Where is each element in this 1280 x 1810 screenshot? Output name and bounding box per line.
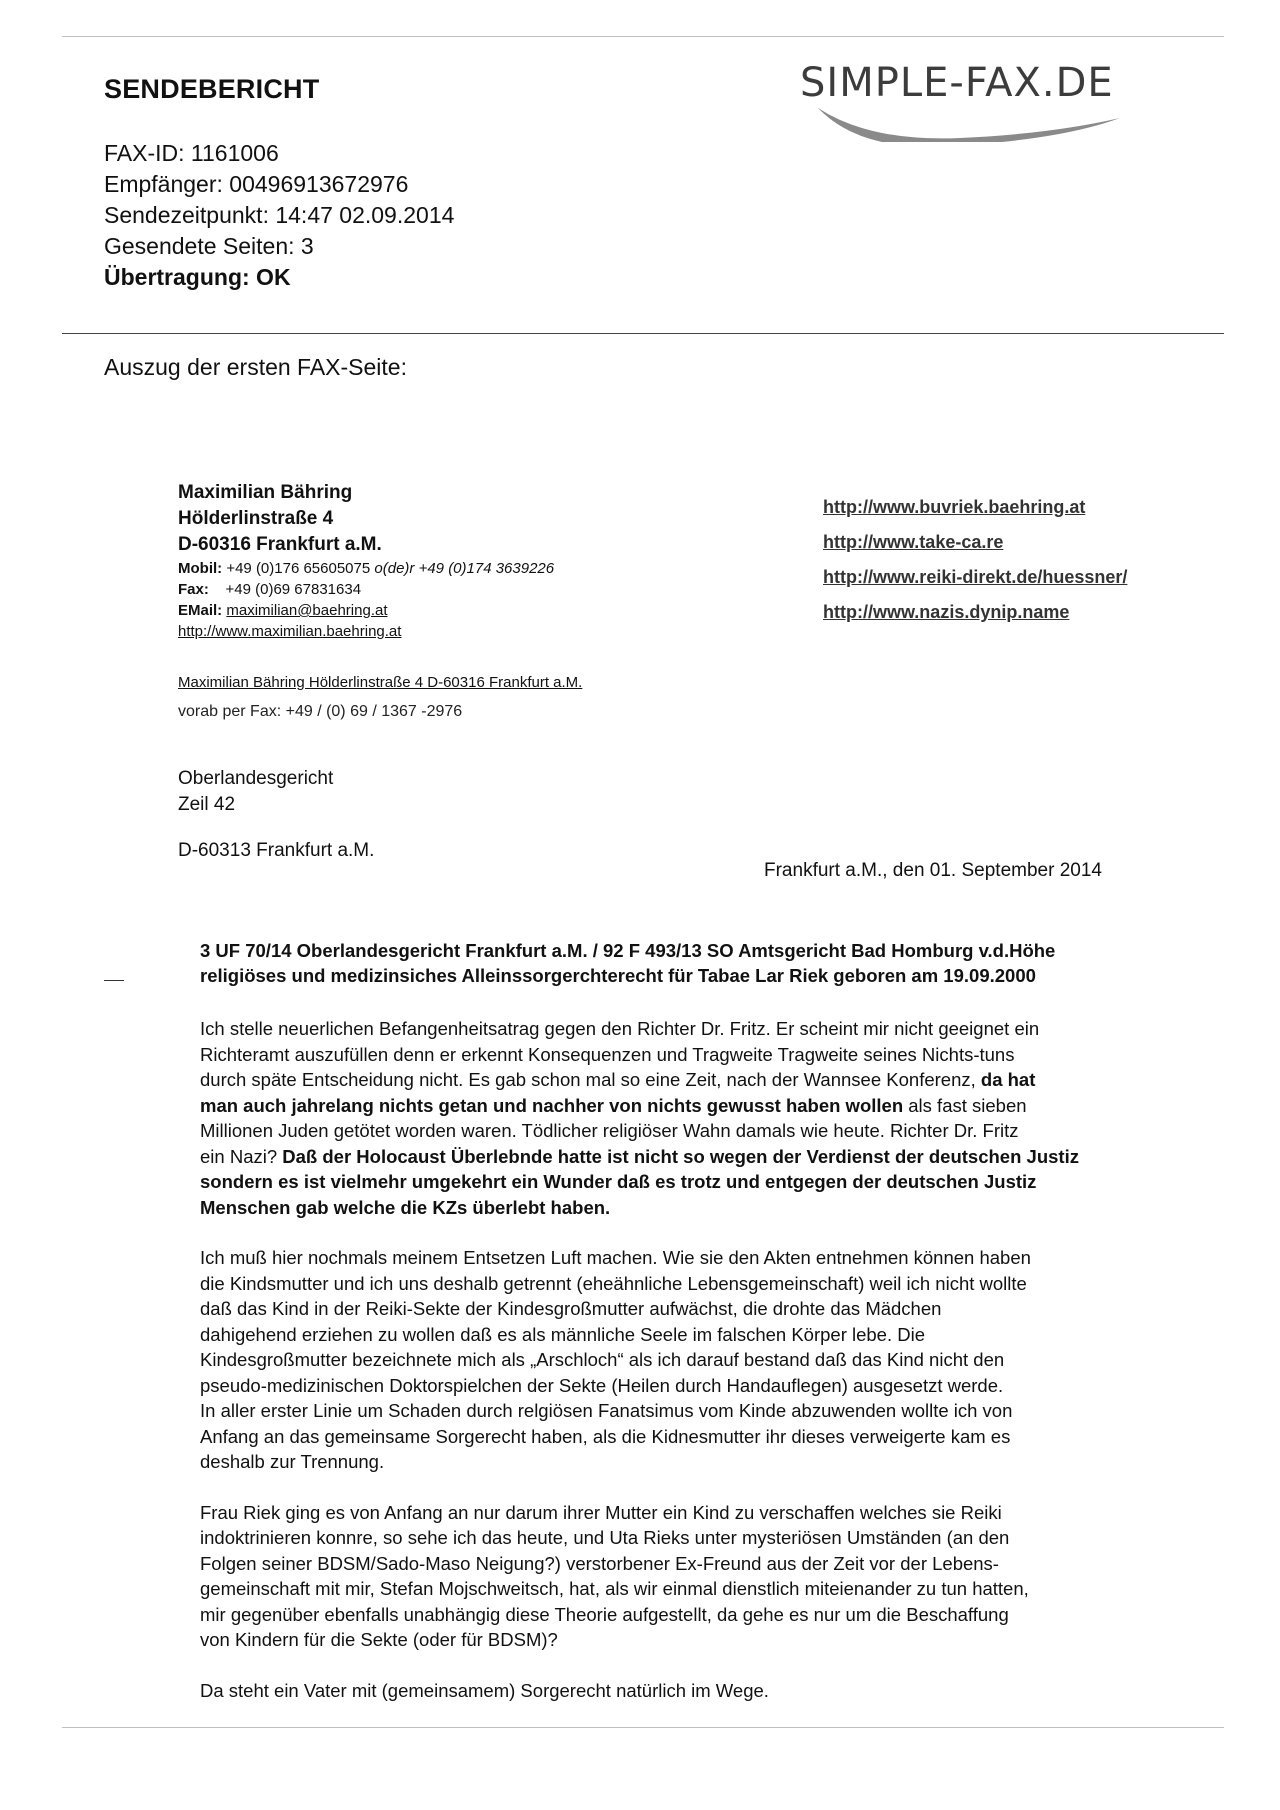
fax-id: FAX-ID: 1161006: [104, 140, 279, 166]
paragraph-4: Da steht ein Vater mit (gemeinsamem) Sorgerecht natürlich im Wege.: [200, 1679, 769, 1701]
fold-mark: [104, 980, 124, 981]
links-list: [823, 490, 1127, 630]
pages-sent: Gesendete Seiten: 3: [104, 233, 314, 259]
link-nazis-dynip[interactable]: http://www.nazis.dynip.name: [823, 602, 1070, 622]
logo-text: SIMPLE-FAX.DE: [800, 60, 1114, 106]
paragraph-1: Ich stelle neuerlichen Befangenheitsatrag gegen den Richter Dr. Fritz. Er scheint mir nicht geeignet ein Richteramt auszufüllen denn er erkennt Konsequenzen und Tragweite Tragweite seines Nichts-tuns durch späte Entscheidung nicht. Es gab schon mal so eine Zeit, nach der Wannsee Konferenz, da hat man auch jahrelang nichts getan und nachher von nichts gewusst haben wollen als fast sieben Millionen Juden getötet worden waren. Tödlicher religiöser Wahn damals wie heute. Richter Dr. Fritz ein Nazi? Daß der Holocaust Überlebnde hatte ist nicht so wegen der Verdienst der deutschen Justiz sondern es ist vielmehr umgekehrt ein Wunder daß es trotz und entgegen der deutschen Justiz Menschen gab welche die KZs überlebt haben.: [200, 1018, 1079, 1218]
subject-line2: religiöses und medizinsiches Alleinssorgerchterecht für Tabae Lar Riek geboren am 19.09.2000: [200, 965, 1036, 986]
send-time: Sendezeitpunkt: 14:47 02.09.2014: [104, 202, 455, 228]
transmission-status: Übertragung: OK: [104, 264, 291, 290]
prefax-number: vorab per Fax: +49 / (0) 69 / 1367 -2976: [178, 703, 463, 720]
paragraph-2: Ich muß hier nochmals meinem Entsetzen Luft machen. Wie sie den Akten entnehmen können haben die Kindsmutter und ich uns deshalb getrennt (eheähnliche Lebensgemeinschaft) weil ich nicht wollte daß das Kind in der Reiki-Sekte der Kindesgroßmutter aufwächst, die drohte das Mädchen dahigehend erziehen zu wollen daß es als männliche Seele im falschen Körper lebe. Die Kindesgroßmutter bezeichnete mich als „Arschloch“ als ich darauf bestand daß das Kind nicht den pseudo-medizinischen Doktorspielchen der Sekte (Heilen durch Handauflegen) ausgesetzt werde. In aller erster Linie um Schaden durch relgiösen Fanatsimus vom Kinde abzuwenden wollte ich von Anfang an das gemeinsame Sorgerecht haben, als die Kidnesmutter ihr dieses verweigerte kam es deshalb zur Trennung.: [200, 1247, 1031, 1472]
recipient-line2: Zeil 42: [178, 794, 236, 815]
paragraph-3: Frau Riek ging es von Anfang an nur darum ihrer Mutter ein Kind zu verschaffen welches sie Reiki indoktrinieren konnre, so sehe ich das heute, und Uta Rieks unter mysteriösen Umständen (an den Folgen seiner BDSM/Sado-Maso Neigung?) verstorbener Ex-Freund aus der Zeit vor der Lebens- gemeinschaft mit mir, Stefan Mojschweitsch, hat, als wir einmal dienstlich miteienander zu tun hatten, mir gegenüber ebenfalls unabhängig diese Theorie aufgestellt, da gehe es nur um die Beschaffung von Kindern für die Sekte (oder für BDSM)?: [200, 1501, 1029, 1650]
header-divider: [62, 333, 1224, 334]
letter-body: [200, 1016, 1160, 1728]
recipient-block: [178, 766, 374, 864]
report-title: SENDEBERICHT: [104, 74, 320, 104]
top-divider: [62, 36, 1224, 37]
sender-website-link[interactable]: http://www.maximilian.baehring.at: [178, 623, 402, 640]
subject-line1: 3 UF 70/14 Oberlandesgericht Frankfurt a.M. / 92 F 493/13 SO Amtsgericht Bad Homburg v.d.Höhe: [200, 940, 1056, 961]
link-take-care[interactable]: http://www.take-ca.re: [823, 532, 1004, 552]
simple-fax-logo: [800, 60, 1210, 142]
sender-block: [178, 480, 554, 642]
recipient-number: Empfänger: 00496913672976: [104, 171, 409, 197]
link-buvriek[interactable]: http://www.buvriek.baehring.at: [823, 497, 1086, 517]
excerpt-label: Auszug der ersten FAX-Seite:: [104, 354, 407, 380]
email-link[interactable]: maximilian@baehring.at: [226, 602, 388, 619]
sender-mobil: Mobil: +49 (0)176 65605075 o(de)r +49 (0)174 3639226: [178, 560, 555, 577]
return-address: Maximilian Bähring Hölderlinstraße 4 D-60316 Frankfurt a.M.: [178, 674, 583, 691]
recipient-line3: D-60313 Frankfurt a.M.: [178, 840, 375, 861]
link-reiki-direkt[interactable]: http://www.reiki-direkt.de/huessner/: [823, 567, 1128, 587]
sender-city: D-60316 Frankfurt a.M.: [178, 534, 382, 555]
bottom-divider: [62, 1727, 1224, 1728]
recipient-line1: Oberlandesgericht: [178, 768, 334, 789]
sender-email: EMail: maximilian@baehring.at: [178, 602, 388, 619]
sender-street: Hölderlinstraße 4: [178, 508, 334, 529]
report-meta: [104, 138, 454, 293]
letter-date: Frankfurt a.M., den 01. September 2014: [764, 860, 1102, 881]
logo-swoosh-icon: [800, 60, 1210, 142]
sender-name: Maximilian Bähring: [178, 482, 353, 503]
sender-fax: Fax: +49 (0)69 67831634: [178, 581, 362, 598]
subject-block: [200, 938, 1055, 988]
